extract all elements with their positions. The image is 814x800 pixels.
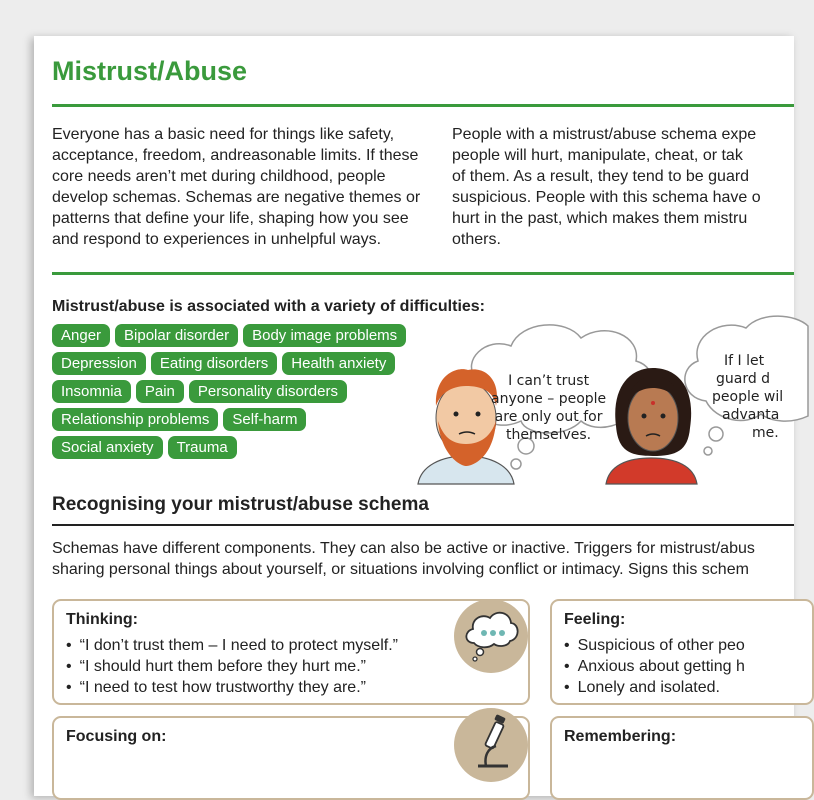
feeling-list — [564, 635, 745, 698]
thought-cloud-icon — [454, 599, 528, 673]
difficulty-tag: Health anxiety — [282, 352, 395, 375]
worksheet-page — [34, 36, 794, 796]
list-item: • “I don’t trust them – I need to protect myself.” — [66, 635, 398, 656]
thought-line: themselves. — [506, 427, 592, 443]
feeling-card — [550, 599, 814, 705]
list-item: • “I need to test how trustworthy they are.” — [66, 677, 398, 698]
list-item: • Suspicious of other peo — [564, 635, 745, 656]
title-divider — [52, 104, 794, 107]
intro-left — [52, 124, 432, 250]
thought-line: anyone – people — [491, 391, 607, 407]
difficulty-tag: Eating disorders — [151, 352, 277, 375]
intro-left-line: acceptance, freedom, andreasonable limits. If these — [52, 147, 419, 164]
thought-text-1 — [491, 372, 606, 444]
difficulty-tag: Self-harm — [223, 408, 306, 431]
difficulty-tag: Anger — [52, 324, 110, 347]
difficulty-tag: Body image problems — [243, 324, 406, 347]
difficulty-tag: Relationship problems — [52, 408, 218, 431]
intro-right-line: hurt in the past, which makes them mistru — [452, 210, 748, 227]
difficulty-tag: Social anxiety — [52, 436, 163, 459]
intro-left-line: core needs aren’t met during childhood, people — [52, 168, 386, 185]
section-heading: Recognising your mistrust/abuse schema — [52, 494, 429, 515]
intro-right-line: of them. As a result, they tend to be guard — [452, 168, 750, 185]
difficulty-tag: Insomnia — [52, 380, 131, 403]
mistrust-illustration — [416, 306, 796, 486]
card-title: Feeling: — [564, 611, 626, 628]
microscope-icon — [454, 708, 528, 782]
difficulties-heading: Mistrust/abuse is associated with a variety of difficulties: — [52, 298, 486, 315]
section-divider — [52, 524, 794, 526]
thought-line: me. — [752, 425, 779, 441]
thought-line: guard d — [716, 371, 771, 387]
intro-right-line: people will hurt, manipulate, cheat, or tak — [452, 147, 743, 164]
card-title: Remembering: — [564, 728, 677, 745]
thought-line: are only out for — [494, 409, 603, 425]
difficulty-tag: Personality disorders — [189, 380, 347, 403]
intro-left-line: patterns that define your life, shaping how you see — [52, 210, 409, 227]
difficulty-tag: Bipolar disorder — [115, 324, 238, 347]
intro-right-line: People with a mistrust/abuse schema expe — [452, 126, 757, 143]
card-title: Thinking: — [66, 611, 138, 628]
card-title: Focusing on: — [66, 728, 167, 745]
difficulty-tag: Pain — [136, 380, 184, 403]
intro-left-line: develop schemas. Schemas are negative themes or — [52, 189, 421, 206]
thought-line: advanta — [722, 407, 780, 423]
difficulty-tag: Trauma — [168, 436, 237, 459]
intro-right — [452, 124, 761, 250]
remembering-card — [550, 716, 814, 800]
section-text-line: Schemas have different components. They can also be active or inactive. Triggers for mistrust/abus — [52, 540, 755, 557]
thought-line: I can’t trust — [508, 373, 590, 389]
page-title: Mistrust/Abuse — [52, 56, 248, 86]
list-item: • Anxious about getting h — [564, 656, 745, 677]
thinking-list — [66, 635, 398, 698]
thought-line: If I let — [724, 353, 765, 369]
section-text-line: sharing personal things about yourself, or situations involving conflict or intimacy. Signs this schem — [52, 561, 749, 578]
intro-right-line: suspicious. People with this schema have o — [452, 189, 761, 206]
intro-right-line: others. — [452, 231, 501, 248]
intro-left-line: and respond to experiences in unhelpful ways. — [52, 231, 382, 248]
thought-text-2 — [712, 352, 783, 442]
list-item: • Lonely and isolated. — [564, 677, 745, 698]
thought-line: people wil — [712, 389, 784, 405]
section-text — [52, 538, 772, 580]
intro-left-line: Everyone has a basic need for things like safety, — [52, 126, 395, 143]
intro-divider — [52, 272, 794, 275]
difficulty-tag: Depression — [52, 352, 146, 375]
list-item: • “I should hurt them before they hurt me.” — [66, 656, 398, 677]
difficulty-tags — [52, 324, 422, 459]
